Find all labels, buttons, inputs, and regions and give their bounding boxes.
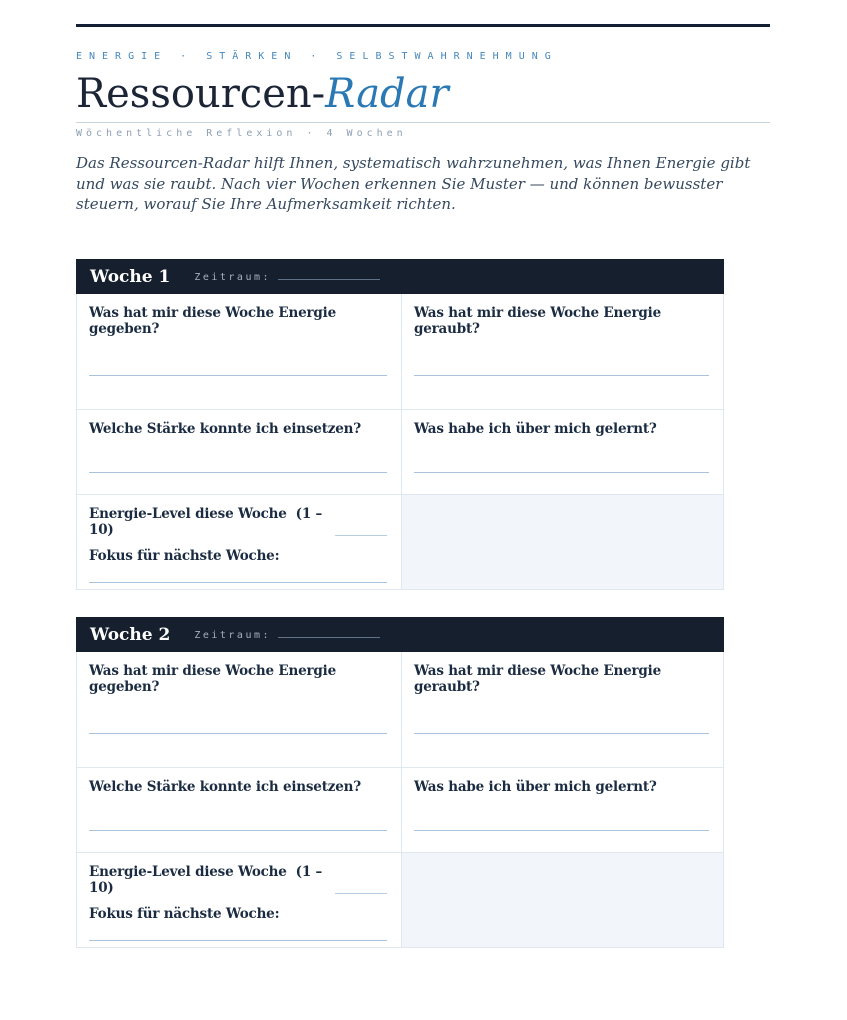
week-2-title: Woche 2 (90, 624, 171, 645)
cell-strength-used (77, 767, 402, 852)
cell-energy-taken (402, 294, 723, 409)
question-learned: Was habe ich über mich gelernt? (414, 421, 657, 438)
question-row (77, 652, 723, 767)
question-row (77, 294, 723, 409)
question-energy-given: Was hat mir diese Woche Energie gegeben? (89, 663, 336, 696)
zeitraum-blank-field[interactable] (278, 271, 380, 280)
zeitraum-group (194, 271, 380, 283)
title-accent: Radar (325, 71, 449, 117)
energy-level-label: Energie-Level diese Woche (1 – 10) (89, 864, 327, 897)
energy-level-label: Energie-Level diese Woche (1 – 10) (89, 506, 327, 539)
cell-energy-taken (402, 652, 723, 767)
zeitraum-label: Zeitraum: (194, 629, 272, 641)
week-1-body (76, 294, 724, 590)
cell-strength-used (77, 409, 402, 494)
question-row (77, 409, 723, 494)
energy-level-blank-field[interactable] (335, 888, 387, 894)
writing-line[interactable] (89, 582, 387, 583)
question-learned: Was habe ich über mich gelernt? (414, 779, 657, 796)
zeitraum-label: Zeitraum: (194, 271, 272, 283)
question-energy-taken: Was hat mir diese Woche Energie geraubt? (414, 663, 661, 696)
writing-line[interactable] (414, 733, 709, 734)
top-rule-divider (76, 24, 770, 27)
page-title (76, 72, 770, 116)
document-page (0, 24, 847, 1020)
zeitraum-group (194, 629, 380, 641)
week-section-1 (76, 259, 724, 590)
subtitle: Wöchentliche Reflexion · 4 Wochen (76, 128, 407, 139)
writing-line[interactable] (89, 472, 387, 473)
question-strength-used: Welche Stärke konnte ich einsetzen? (89, 421, 361, 438)
cell-energy-level (77, 852, 402, 947)
focus-label: Fokus für nächste Woche: (89, 906, 280, 923)
week-1-header (76, 259, 724, 294)
writing-line[interactable] (414, 830, 709, 831)
cell-energy-given (77, 294, 402, 409)
week-section-2 (76, 617, 724, 948)
zeitraum-blank-field[interactable] (278, 629, 380, 638)
focus-label: Fokus für nächste Woche: (89, 548, 280, 565)
intro-paragraph: Das Ressourcen-Radar hilft Ihnen, systematisch wahrzunehmen, was Ihnen Energie gibt und was sie raubt. Nach vier Wochen erkennen Sie Muster — und können bewusster steuern, worauf Sie Ihre Aufmerksamkeit richten. (76, 154, 751, 214)
cell-learned (402, 767, 723, 852)
question-row (77, 767, 723, 852)
energy-level-group (89, 506, 387, 538)
writing-line[interactable] (89, 830, 387, 831)
cell-energy-given (77, 652, 402, 767)
writing-line[interactable] (89, 375, 387, 376)
week-1-title: Woche 1 (90, 266, 171, 287)
writing-line[interactable] (414, 375, 709, 376)
empty-shaded-cell (402, 852, 723, 947)
cell-learned (402, 409, 723, 494)
question-strength-used: Welche Stärke konnte ich einsetzen? (89, 779, 361, 796)
summary-row (77, 494, 723, 589)
question-energy-taken: Was hat mir diese Woche Energie geraubt? (414, 305, 661, 338)
writing-line[interactable] (89, 733, 387, 734)
writing-line[interactable] (89, 940, 387, 941)
empty-shaded-cell (402, 494, 723, 589)
energy-level-blank-field[interactable] (335, 530, 387, 536)
week-2-header (76, 617, 724, 652)
kicker-text: ENERGIE · STÄRKEN · SELBSTWAHRNEHMUNG (76, 51, 558, 62)
cell-energy-level (77, 494, 402, 589)
title-main: Ressourcen- (76, 71, 326, 117)
title-underline-divider (76, 122, 770, 123)
writing-line[interactable] (414, 472, 709, 473)
week-2-body (76, 652, 724, 948)
question-energy-given: Was hat mir diese Woche Energie gegeben? (89, 305, 336, 338)
summary-row (77, 852, 723, 947)
energy-level-group (89, 864, 387, 896)
